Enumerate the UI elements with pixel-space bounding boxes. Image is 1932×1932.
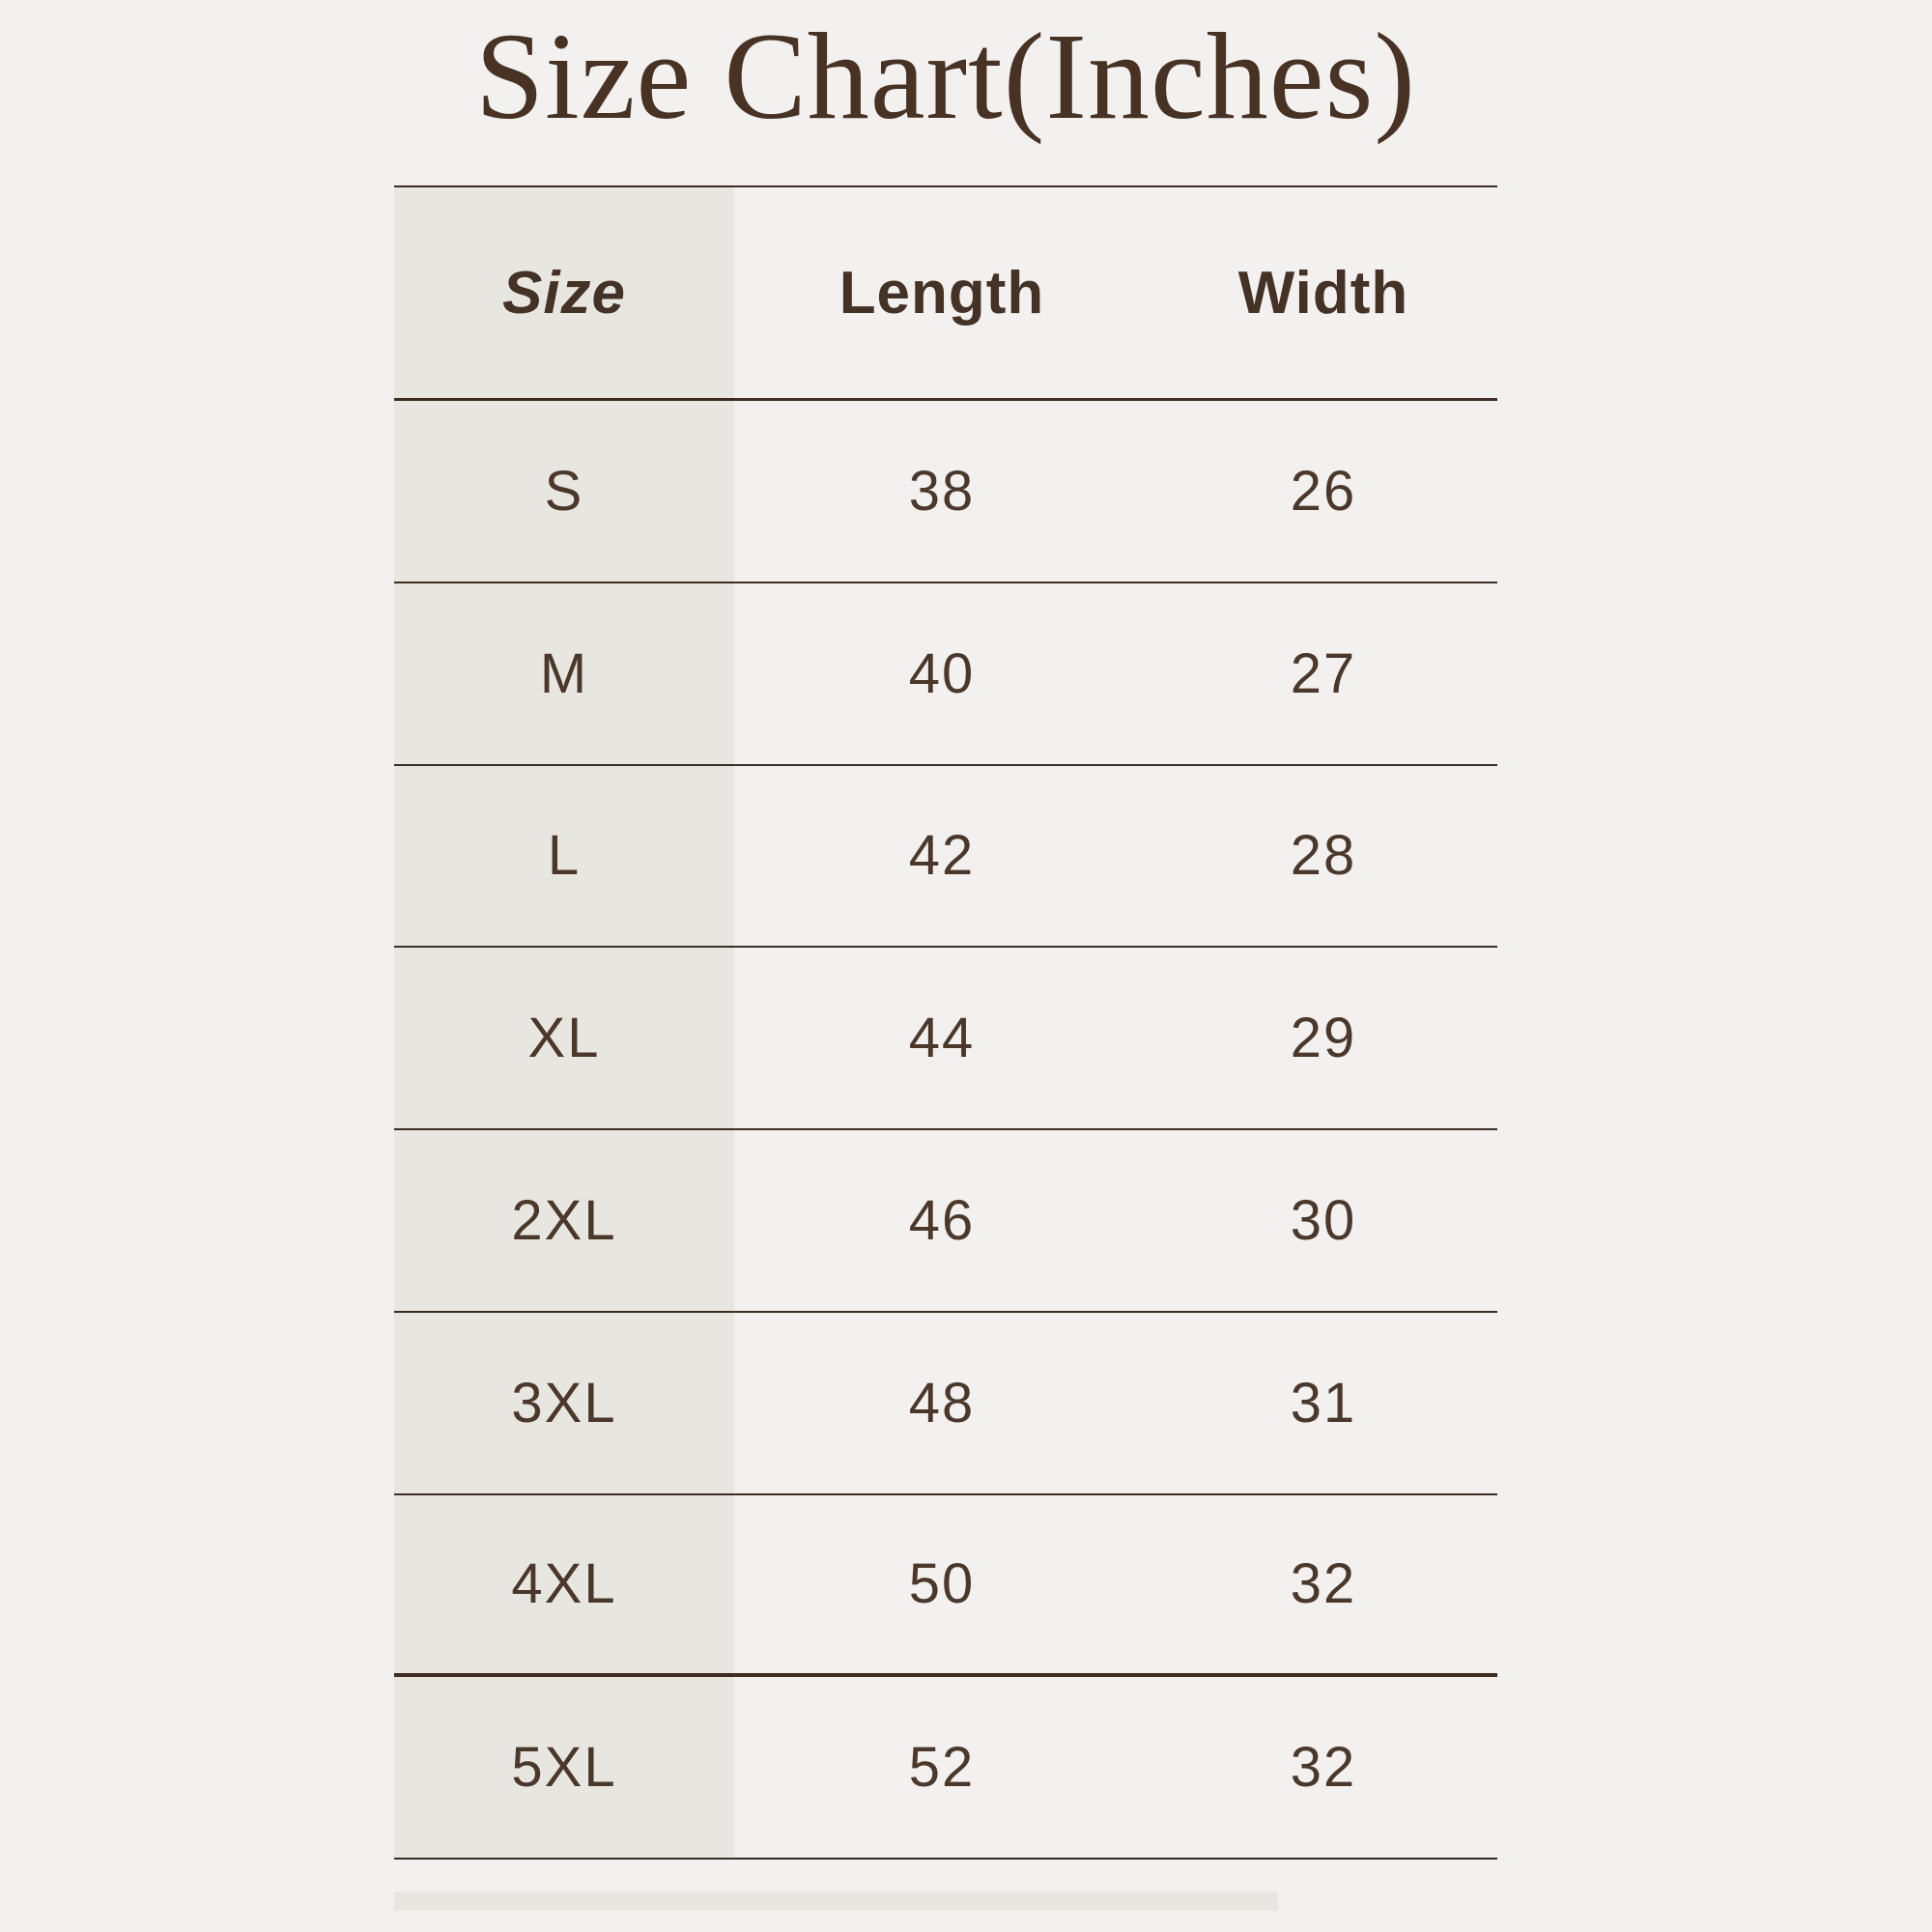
table-row bbox=[394, 1677, 1497, 1860]
table-row bbox=[394, 948, 1497, 1130]
width-cell: 27 bbox=[1290, 641, 1357, 705]
length-cell: 48 bbox=[908, 1371, 976, 1435]
table-body bbox=[394, 401, 1497, 1860]
table-header-row bbox=[394, 187, 1497, 401]
length-cell: 52 bbox=[908, 1736, 976, 1800]
width-cell: 30 bbox=[1290, 1188, 1357, 1252]
size-cell: 4XL bbox=[394, 1495, 734, 1674]
size-cell: 5XL bbox=[394, 1677, 734, 1858]
table-row bbox=[394, 401, 1497, 583]
size-cell: XL bbox=[394, 948, 734, 1128]
width-cell: 32 bbox=[1290, 1736, 1357, 1800]
size-cell: 3XL bbox=[394, 1313, 734, 1493]
width-cell: 28 bbox=[1290, 824, 1357, 888]
table-row bbox=[394, 1495, 1497, 1678]
size-cell: M bbox=[394, 583, 734, 764]
column-header-length: Length bbox=[838, 259, 1045, 327]
length-cell: 44 bbox=[908, 1007, 976, 1070]
length-cell: 38 bbox=[908, 459, 976, 523]
table-row bbox=[394, 1130, 1497, 1313]
bottom-accent-bar bbox=[394, 1891, 1278, 1911]
width-cell: 31 bbox=[1290, 1371, 1357, 1435]
length-cell: 42 bbox=[908, 824, 976, 888]
size-chart-table bbox=[394, 185, 1497, 1860]
size-cell: 2XL bbox=[394, 1130, 734, 1311]
page-title: Size Chart(Inches) bbox=[474, 8, 1417, 145]
table-row bbox=[394, 583, 1497, 766]
width-cell: 32 bbox=[1290, 1552, 1357, 1616]
column-header-size: Size bbox=[394, 187, 734, 398]
size-cell: L bbox=[394, 766, 734, 947]
column-header-width: Width bbox=[1237, 259, 1409, 327]
length-cell: 46 bbox=[908, 1188, 976, 1252]
width-cell: 29 bbox=[1290, 1007, 1357, 1070]
width-cell: 26 bbox=[1290, 459, 1357, 523]
length-cell: 40 bbox=[908, 641, 976, 705]
table-row bbox=[394, 1313, 1497, 1495]
table-row bbox=[394, 766, 1497, 949]
length-cell: 50 bbox=[908, 1552, 976, 1616]
size-cell: S bbox=[394, 401, 734, 582]
